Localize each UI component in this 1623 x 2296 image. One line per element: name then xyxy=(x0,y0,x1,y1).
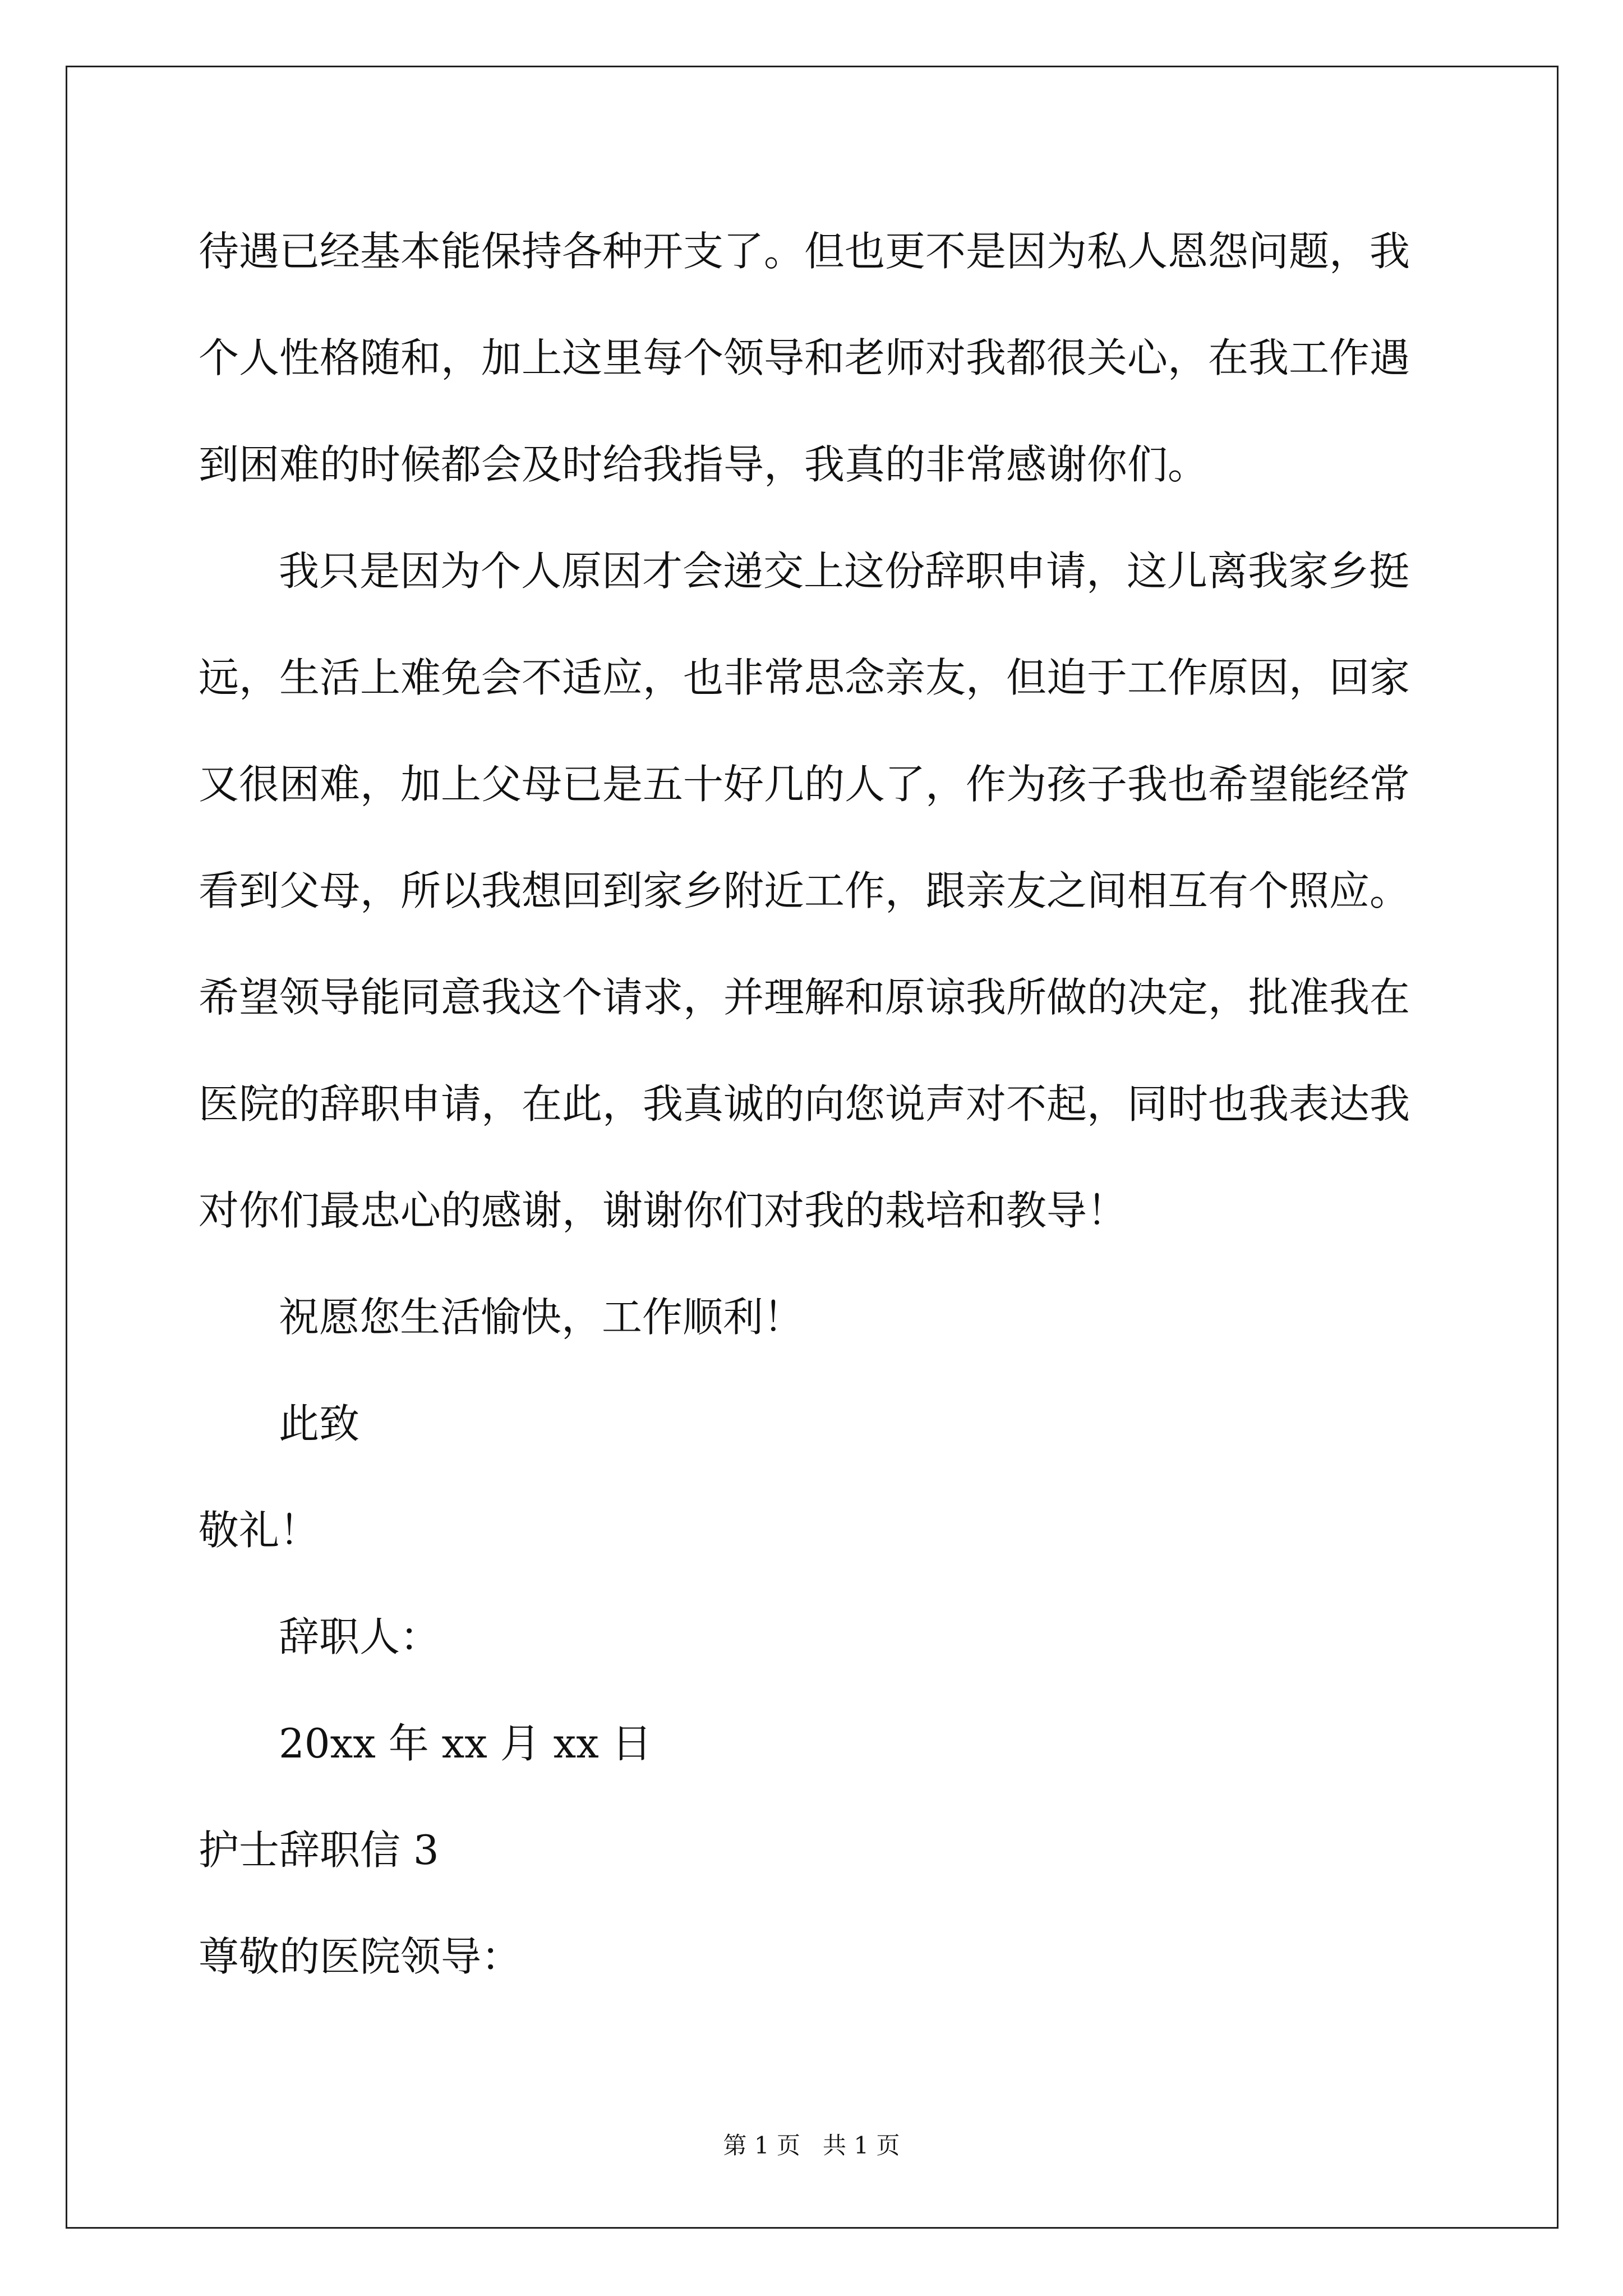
body-line: 希望领导能同意我这个请求，并理解和原谅我所做的决定，批准我在 xyxy=(199,974,1410,1021)
body-line: 到困难的时候都会及时给我指导，我真的非常感谢你们。 xyxy=(199,441,1209,488)
salutation-ci-zhi: 此致 xyxy=(279,1400,360,1447)
page-border xyxy=(66,66,1559,2229)
body-line: 远，生活上难免会不适应，也非常思念亲友，但迫于工作原因，回家 xyxy=(199,654,1410,701)
body-line: 又很困难，加上父母已是五十好几的人了，作为孩子我也希望能经常 xyxy=(199,761,1410,808)
body-line: 待遇已经基本能保持各种开支了。但也更不是因为私人恩怨问题，我 xyxy=(199,228,1410,275)
salutation-jing-li: 敬礼！ xyxy=(199,1507,320,1554)
signature-label: 辞职人： xyxy=(279,1613,441,1660)
paragraph-start-line: 我只是因为个人原因才会递交上这份辞职申请，这儿离我家乡挺 xyxy=(279,547,1410,595)
body-line: 对你们最忠心的感谢，谢谢你们对我的栽培和教导！ xyxy=(199,1187,1128,1234)
body-line: 看到父母，所以我想回到家乡附近工作，跟亲友之间相互有个照应。 xyxy=(199,867,1410,914)
page-footer: 第 1 页 共 1 页 xyxy=(723,2132,900,2159)
section-title: 护士辞职信 3 xyxy=(199,1826,439,1874)
closing-wish: 祝愿您生活愉快，工作顺利！ xyxy=(279,1294,804,1341)
date-line: 20xx 年 xx 月 xx 日 xyxy=(279,1720,652,1767)
body-line: 个人性格随和，加上这里每个领导和老师对我都很关心，在我工作遇 xyxy=(199,334,1410,381)
body-line: 医院的辞职申请，在此，我真诚的向您说声对不起，同时也我表达我 xyxy=(199,1080,1410,1128)
letter-greeting: 尊敬的医院领导： xyxy=(199,1933,522,1980)
